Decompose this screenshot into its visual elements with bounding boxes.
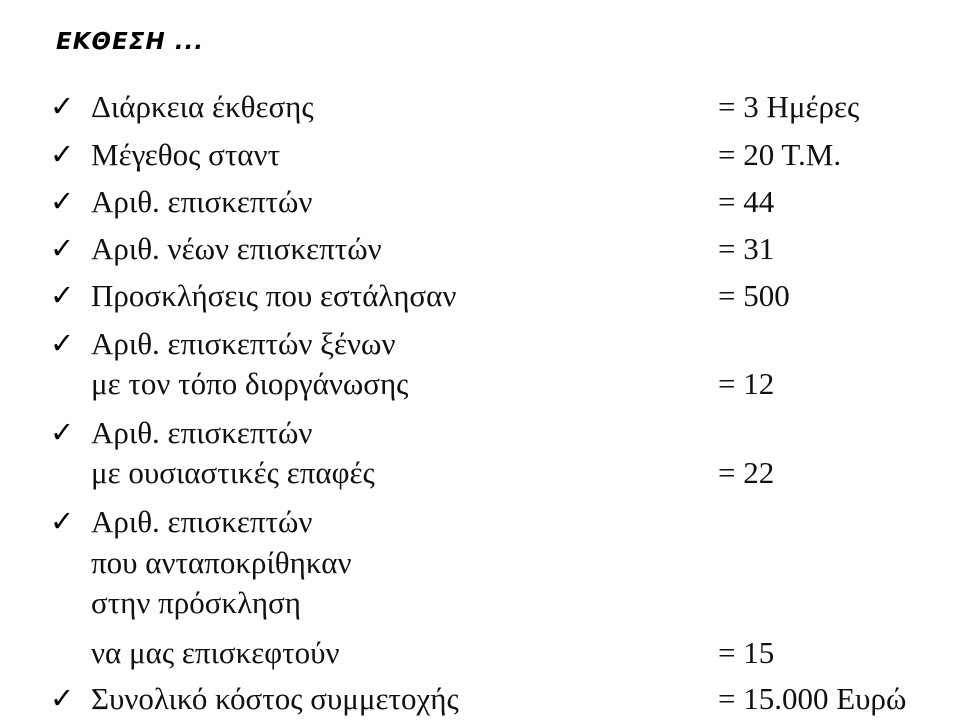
row-label: Προσκλήσεις που εστάλησαν: [91, 278, 457, 313]
row-label-continuation: που ανταποκρίθηκαν: [91, 545, 352, 580]
row-label: Αριθ. επισκεπτών: [91, 504, 313, 539]
row-label-continuation: με τον τόπο διοργάνωσης: [91, 366, 409, 401]
row-value: = 500: [718, 278, 790, 313]
check-icon: ✓: [50, 415, 75, 449]
check-icon: ✓: [50, 504, 75, 538]
row-label-continuation: να μας επισκεφτούν: [91, 635, 340, 670]
check-icon: ✓: [50, 681, 75, 715]
check-icon: ✓: [50, 184, 75, 218]
check-icon: ✓: [50, 326, 75, 360]
row-label: Αριθ. επισκεπτών: [91, 184, 313, 219]
check-icon: ✓: [50, 89, 75, 123]
check-icon: ✓: [50, 137, 75, 171]
row-value: = 20 Τ.Μ.: [718, 137, 842, 172]
row-label: Μέγεθος σταντ: [91, 137, 281, 172]
row-value: = 22: [718, 455, 775, 490]
row-label: Αριθ. επισκεπτών: [91, 415, 313, 450]
row-label: Συνολικό κόστος συμμετοχής: [91, 681, 459, 716]
check-icon: ✓: [50, 278, 75, 312]
row-label-continuation: στην πρόσκληση: [91, 585, 301, 620]
row-label: Αριθ. επισκεπτών ξένων: [91, 326, 396, 361]
row-value: = 15: [718, 635, 775, 670]
row-value: = 15.000 Ευρώ: [718, 681, 907, 716]
page-title: ΕΚΘΕΣΗ ...: [56, 29, 204, 55]
check-icon: ✓: [50, 231, 75, 265]
row-label: Αριθ. νέων επισκεπτών: [91, 231, 382, 266]
row-value: = 44: [718, 184, 775, 219]
row-label: Διάρκεια έκθεσης: [91, 89, 314, 124]
row-value: = 12: [718, 366, 775, 401]
row-label-continuation: με ουσιαστικές επαφές: [91, 455, 375, 490]
row-value: = 31: [718, 231, 775, 266]
row-value: = 3 Ημέρες: [718, 89, 860, 124]
